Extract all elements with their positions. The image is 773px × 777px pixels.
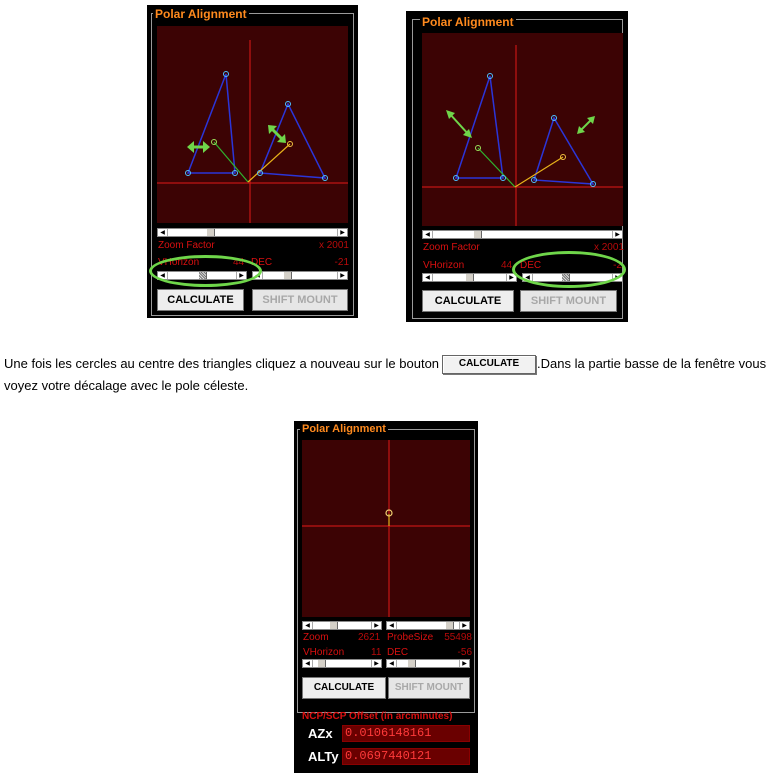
alignment-canvas[interactable] — [302, 440, 470, 617]
highlight-ellipse — [149, 255, 262, 287]
probesize-value: 55498 — [444, 632, 472, 643]
alignment-plot — [302, 440, 470, 617]
zoom-label: Zoom Factor — [158, 240, 215, 251]
instruction-text-before: Une fois les cercles au centre des triangles cliquez a nouveau sur le bouton — [4, 356, 440, 371]
scroll-thumb[interactable] — [317, 660, 326, 667]
alty-label: ALTy — [308, 749, 339, 764]
scroll-right-arrow-icon[interactable]: ▶ — [506, 274, 516, 281]
calculate-button[interactable]: CALCULATE — [157, 289, 244, 311]
zoom-scrollbar[interactable] — [302, 621, 382, 630]
move-arrow-icon — [187, 141, 210, 153]
scroll-left-arrow-icon[interactable]: ◀ — [387, 622, 397, 629]
dec-value: -56 — [457, 647, 472, 658]
scroll-thumb[interactable] — [206, 229, 215, 236]
azx-value-field: 0.0106148161 — [342, 725, 470, 742]
scroll-right-arrow-icon[interactable]: ▶ — [337, 229, 347, 236]
dec-scrollbar[interactable] — [252, 271, 348, 280]
scroll-left-arrow-icon[interactable]: ◀ — [303, 660, 313, 667]
probesize-label: ProbeSize — [387, 632, 434, 643]
alignment-plot — [157, 26, 348, 223]
instruction-paragraph — [4, 353, 772, 397]
alty-value-field: 0.0697440121 — [342, 748, 470, 765]
zoom-value: x 2001 — [593, 242, 624, 253]
scroll-left-arrow-icon[interactable]: ◀ — [158, 229, 168, 236]
polar-alignment-panel-1 — [147, 5, 358, 318]
scroll-thumb[interactable] — [407, 660, 416, 667]
instruction-text-after: .Dans la partie basse de la fenêtre vous voyez votre décalage avec le pole céleste. — [4, 356, 767, 393]
dec-label: DEC — [251, 257, 273, 268]
highlight-ellipse — [512, 251, 626, 288]
scroll-left-arrow-icon[interactable]: ◀ — [387, 660, 397, 667]
zoom-label: Zoom Factor — [423, 242, 480, 253]
scroll-left-arrow-icon[interactable]: ◀ — [158, 272, 168, 279]
scroll-right-arrow-icon[interactable]: ▶ — [459, 660, 469, 667]
zoom-scrollbar[interactable] — [422, 230, 623, 239]
scroll-thumb[interactable] — [473, 231, 482, 238]
dec-label: DEC — [520, 260, 542, 271]
scroll-right-arrow-icon[interactable]: ▶ — [371, 660, 381, 667]
vhorizon-scrollbar[interactable] — [302, 659, 382, 668]
dec-scrollbar[interactable] — [386, 659, 470, 668]
alignment-canvas[interactable] — [157, 26, 348, 223]
scroll-right-arrow-icon[interactable]: ▶ — [236, 272, 246, 279]
move-arrow-icon — [577, 116, 595, 134]
scroll-thumb[interactable] — [445, 622, 454, 629]
scroll-left-arrow-icon[interactable]: ◀ — [523, 274, 533, 281]
scroll-left-arrow-icon[interactable]: ◀ — [253, 272, 263, 279]
vhorizon-label: VHorizon — [423, 260, 465, 271]
vhorizon-label: VHorizon — [158, 257, 200, 268]
zoom-scrollbar[interactable] — [157, 228, 348, 237]
triangle-right — [260, 104, 325, 178]
zoom-label: Zoom — [303, 632, 329, 643]
alignment-canvas[interactable] — [422, 33, 623, 226]
panel-title: Polar Alignment — [155, 7, 247, 21]
azx-label: AZx — [308, 726, 333, 741]
scroll-thumb[interactable] — [283, 272, 292, 279]
panel-title: Polar Alignment — [302, 423, 386, 435]
scroll-left-arrow-icon[interactable]: ◀ — [303, 622, 313, 629]
probesize-scrollbar[interactable] — [386, 621, 470, 630]
vhorizon-value: 11 — [371, 647, 382, 658]
dec-value: -21 — [334, 257, 349, 268]
move-arrow-icon — [446, 110, 472, 138]
calculate-button[interactable]: CALCULATE — [422, 290, 514, 312]
inline-calculate-button: CALCULATE — [442, 355, 536, 374]
zoom-value: 2621 — [358, 632, 381, 643]
vhorizon-label: VHorizon — [303, 647, 345, 658]
panel-title: Polar Alignment — [422, 15, 514, 29]
offset-title: NCP/SCP Offset (in arcminutes) — [302, 711, 453, 722]
scroll-left-arrow-icon[interactable]: ◀ — [423, 231, 433, 238]
vector-green — [478, 148, 515, 187]
shift-mount-button[interactable]: SHIFT MOUNT — [252, 289, 348, 311]
scroll-right-arrow-icon[interactable]: ▶ — [459, 622, 469, 629]
alignment-plot — [422, 33, 623, 226]
scroll-right-arrow-icon[interactable]: ▶ — [337, 272, 347, 279]
zoom-value: x 2001 — [318, 240, 349, 251]
move-arrow-icon — [268, 125, 286, 143]
vhorizon-scrollbar[interactable] — [422, 273, 517, 282]
shift-mount-button[interactable]: SHIFT MOUNT — [388, 677, 470, 699]
scroll-thumb[interactable] — [465, 274, 474, 281]
vector-yellow — [515, 157, 563, 187]
vector-green — [214, 142, 248, 182]
vhorizon-value: 44 — [501, 260, 513, 271]
scroll-right-arrow-icon[interactable]: ▶ — [612, 231, 622, 238]
scroll-right-arrow-icon[interactable]: ▶ — [612, 274, 622, 281]
scroll-left-arrow-icon[interactable]: ◀ — [423, 274, 433, 281]
dec-value: -2 — [613, 260, 622, 271]
scroll-right-arrow-icon[interactable]: ▶ — [371, 622, 381, 629]
vhorizon-value: 44 — [233, 257, 245, 268]
shift-mount-button[interactable]: SHIFT MOUNT — [520, 290, 617, 312]
scroll-thumb[interactable] — [329, 622, 338, 629]
dec-label: DEC — [387, 647, 409, 658]
polar-alignment-panel-3 — [294, 421, 478, 773]
calculate-button[interactable]: CALCULATE — [302, 677, 386, 699]
polar-alignment-panel-2 — [406, 11, 628, 322]
